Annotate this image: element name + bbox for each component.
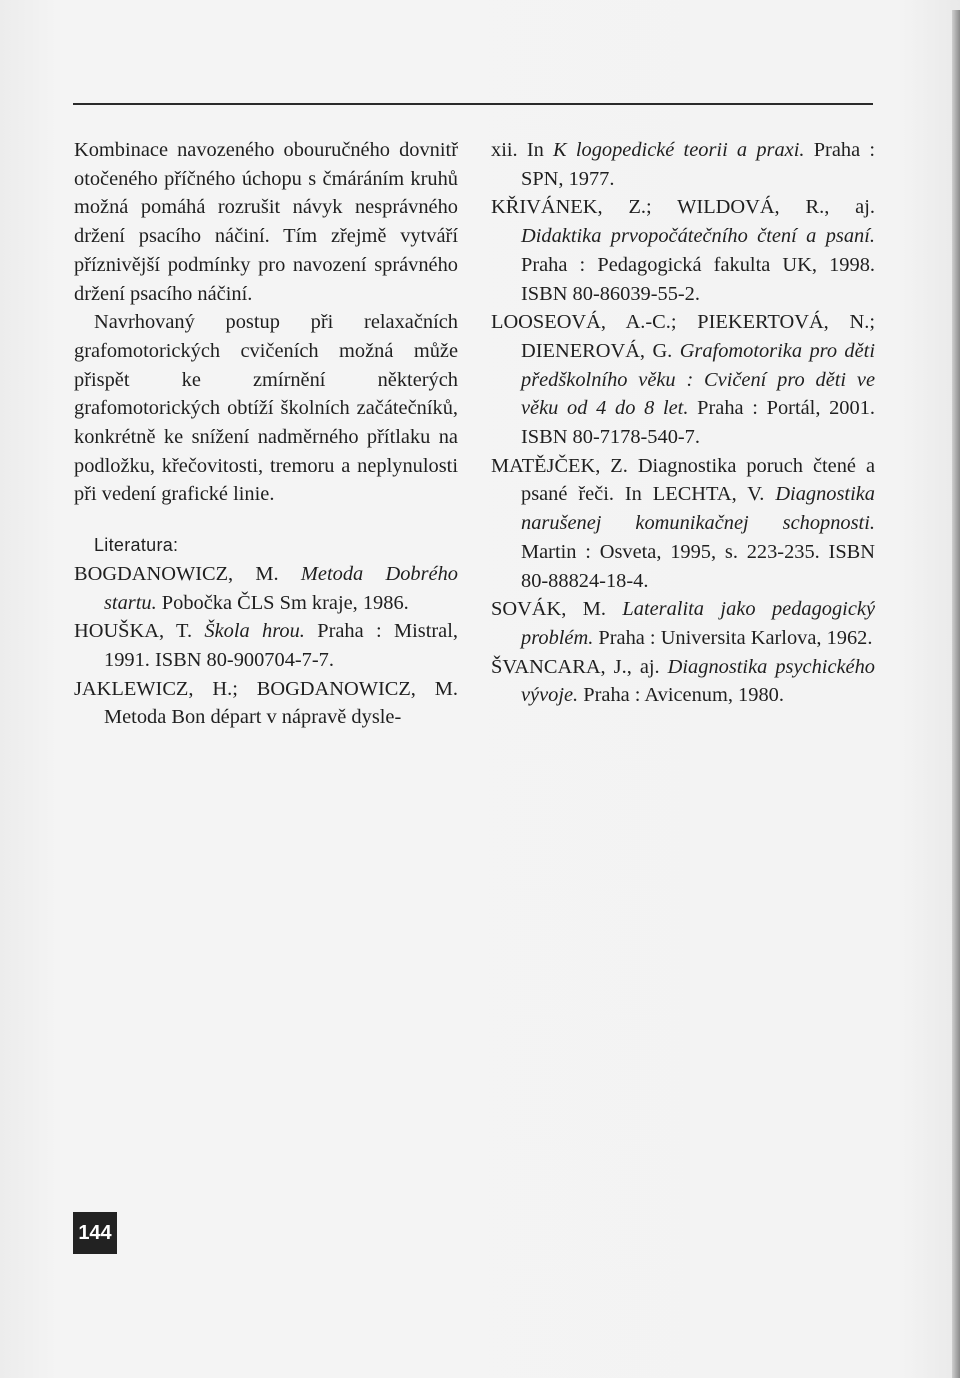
reference-item: HOUŠKA, T. Škola hrou. Praha : Mistral, 1991. ISBN 80-900704-7-7.	[74, 620, 458, 671]
right-column	[491, 136, 875, 710]
paragraph-2: Navrhovaný postup při relaxačních grafomotorických cvičeních možná může přispět ke zmírnění některých grafomotorických obtíží školních začátečníků, konkrétně ke snížení nadměrného přítlaku na podložku, křečovitosti, tremoru a neplynulosti při vedení grafické linie.	[74, 311, 458, 506]
literature-heading: Literatura:	[94, 535, 179, 556]
header-rule	[73, 103, 873, 105]
reference-item: ŠVANCARA, J., aj. Diagnostika psychického vývoje. Praha : Avicenum, 1980.	[491, 655, 875, 707]
reference-item: KŘIVÁNEK, Z.; WILDOVÁ, R., aj. Didaktika prvopočátečního čtení a psaní. Praha : Pedagogická fakulta UK, 1998. ISBN 80-86039-55-2.	[491, 196, 875, 305]
reference-item: BOGDANOWICZ, M. Metoda Dobrého startu. Pobočka ČLS Sm kraje, 1986.	[74, 562, 458, 614]
reference-item: LOOSEOVÁ, A.-C.; PIEKERTOVÁ, N.; DIENEROVÁ, G. Grafomotorika pro děti předškolního věku : Cvičení pro děti ve věku od 4 do 8 let. Praha : Portál, 2001. ISBN 80-7178-540-7.	[491, 311, 876, 449]
paragraph-1: Kombinace navozeného obouručného dovnitř otočeného příčného úchopu s čmáráním kruhů možná pomáhá rozrušit návyk nesprávného držení psacího náčiní. Tím zřejmě vytváří příznivější podmínky pro navození správného držení psacího náčiní.	[74, 139, 458, 305]
reference-item: xii. In K logopedické teorii a praxi. Praha : SPN, 1977.	[491, 139, 875, 190]
left-column	[74, 136, 458, 732]
page-edge-shadow	[952, 10, 960, 1378]
reference-item: MATĚJČEK, Z. Diagnostika poruch čtené a psané řeči. In LECHTA, V. Diagnostika narušenej komunikačnej schopnosti. Martin : Osveta, 1995, s. 223-235. ISBN 80-88824-18-4.	[491, 454, 875, 592]
reference-item: SOVÁK, M. Lateralita jako pedagogický problém. Praha : Universita Karlova, 1962.	[491, 598, 875, 649]
page-number-badge: 144	[73, 1212, 117, 1254]
reference-item: JAKLEWICZ, H.; BOGDANOWICZ, M. Metoda Bon départ v nápravě dysle-	[74, 677, 458, 729]
